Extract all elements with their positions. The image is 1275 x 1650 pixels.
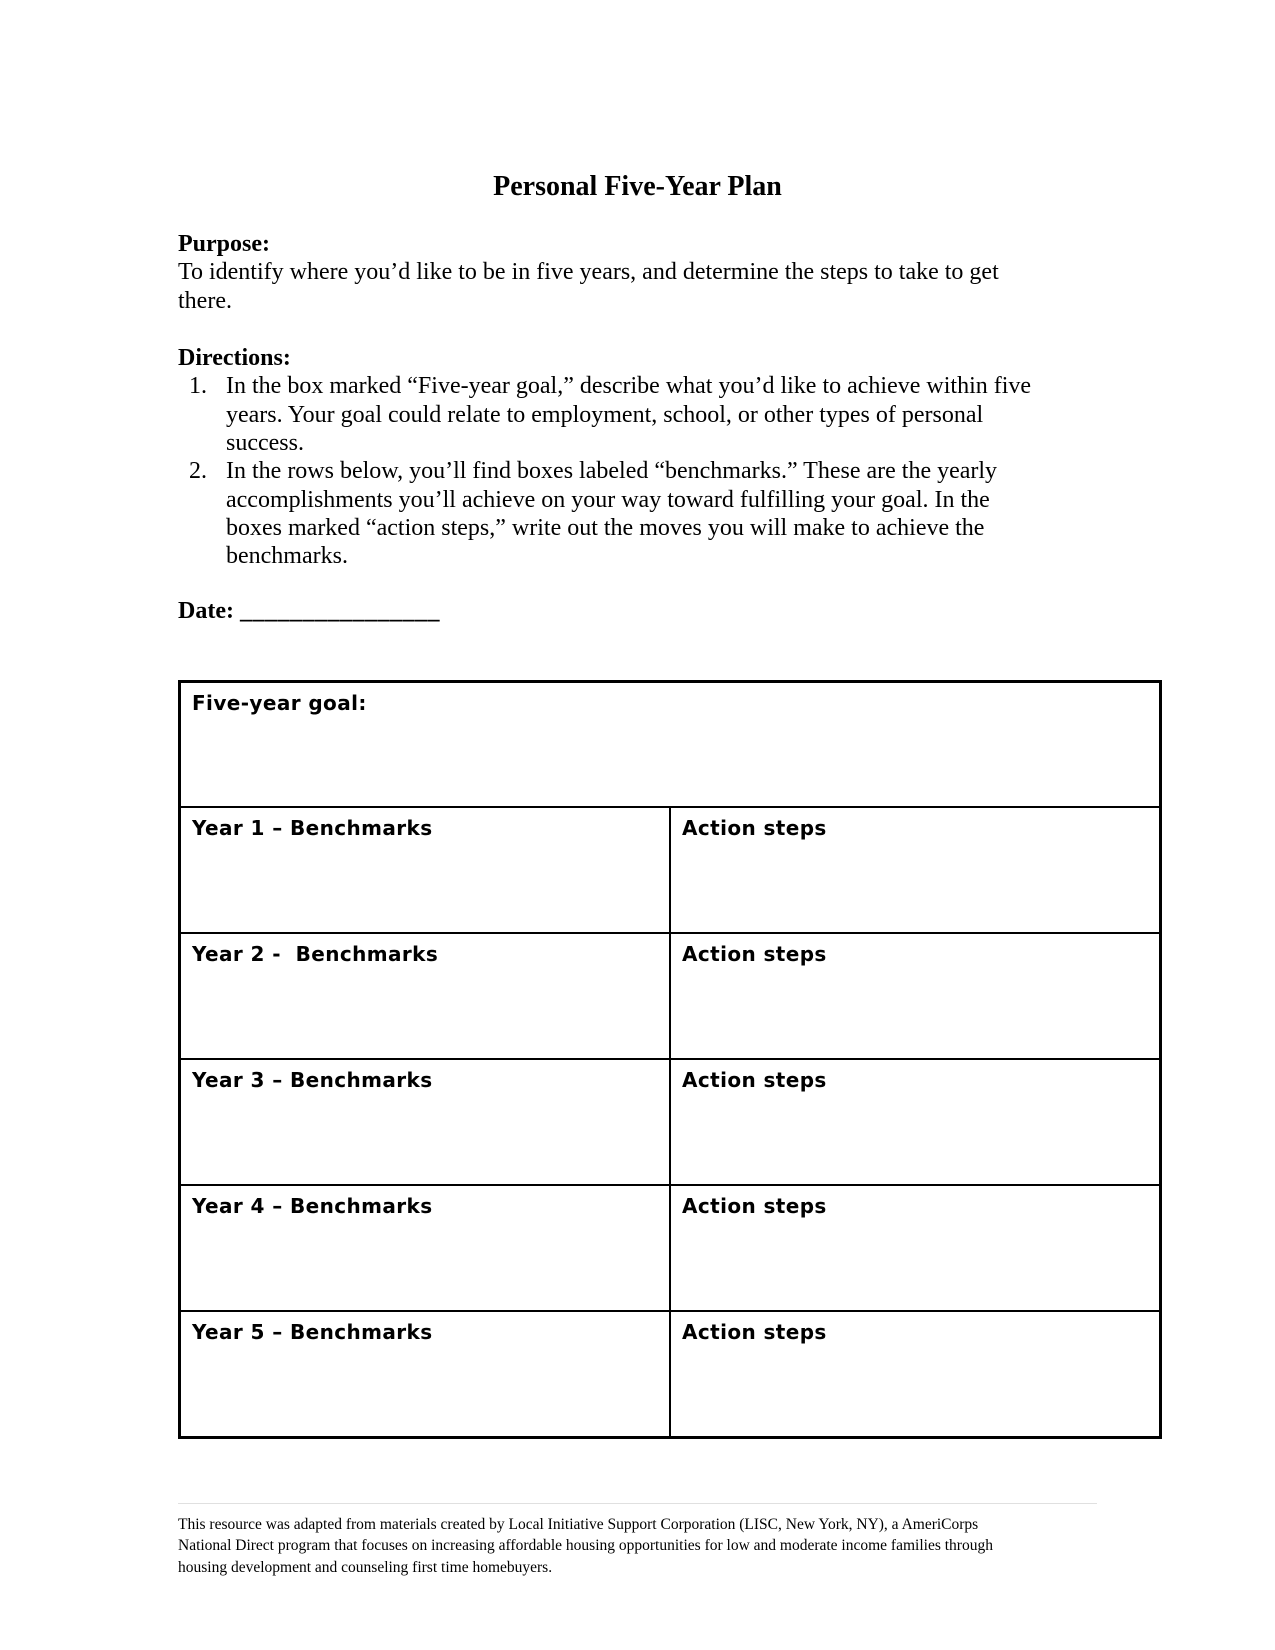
date-label: Date:	[178, 598, 234, 625]
page-title: Personal Five-Year Plan	[493, 171, 782, 202]
year-4-action-steps-cell[interactable]	[670, 1185, 1161, 1311]
year-2-benchmarks-cell[interactable]	[180, 933, 671, 1059]
year-5-action-steps-label: Action steps	[682, 1320, 827, 1345]
directions-list	[178, 372, 1097, 570]
goal-row	[180, 681, 1161, 807]
attribution-footer: This resource was adapted from materials created by Local Initiative Support Corporation (LISC, New York, NY), a AmeriCorps National Direct program that focuses on increasing affordable housing opportunities for low and moderate income families through housing development and counseling first time homebuyers.	[178, 1516, 993, 1576]
year-1-row	[180, 807, 1161, 933]
direction-text: In the box marked “Five-year goal,” describe what you’d like to achieve within five years. Your goal could relate to employment, school, or other types of personal success.	[226, 373, 1032, 456]
purpose-heading: Purpose:	[178, 231, 270, 258]
year-3-benchmarks-cell[interactable]	[180, 1059, 671, 1185]
list-number: 2.	[189, 458, 207, 485]
direction-text: In the rows below, you’ll find boxes labeled “benchmarks.” These are the yearly accomplishments you’ll achieve on your way toward fulfilling your goal. In the boxes marked “action steps,” write out the moves you will make to achieve the benchmarks.	[226, 458, 998, 570]
document-content	[178, 0, 1097, 1439]
date-blank-field[interactable]: ________________	[239, 598, 440, 625]
year-1-action-steps-label: Action steps	[682, 816, 827, 841]
direction-item-1	[178, 372, 1097, 457]
footer-divider	[178, 1503, 1097, 1504]
year-5-benchmarks-label: Year 5 – Benchmarks	[192, 1320, 433, 1345]
direction-item-2	[178, 457, 1097, 570]
five-year-goal-cell[interactable]	[180, 681, 1161, 807]
five-year-goal-label: Five-year goal:	[192, 690, 367, 715]
year-3-action-steps-cell[interactable]	[670, 1059, 1161, 1185]
year-5-row	[180, 1311, 1161, 1437]
date-line	[178, 597, 1097, 625]
year-2-action-steps-cell[interactable]	[670, 933, 1161, 1059]
year-5-action-steps-cell[interactable]	[670, 1311, 1161, 1437]
year-2-row	[180, 933, 1161, 1059]
year-1-benchmarks-cell[interactable]	[180, 807, 671, 933]
year-5-benchmarks-cell[interactable]	[180, 1311, 671, 1437]
year-3-row	[180, 1059, 1161, 1185]
purpose-text: To identify where you’d like to be in five years, and determine the steps to take to get there.	[178, 259, 999, 314]
year-1-action-steps-cell[interactable]	[670, 807, 1161, 933]
year-1-benchmarks-label: Year 1 – Benchmarks	[192, 816, 433, 841]
directions-heading: Directions:	[178, 344, 291, 371]
year-4-benchmarks-label: Year 4 – Benchmarks	[192, 1194, 433, 1219]
year-2-action-steps-label: Action steps	[682, 942, 827, 967]
year-4-row	[180, 1185, 1161, 1311]
year-3-action-steps-label: Action steps	[682, 1068, 827, 1093]
year-2-benchmarks-label: Year 2 - Benchmarks	[192, 942, 439, 967]
year-4-action-steps-label: Action steps	[682, 1194, 827, 1219]
year-3-benchmarks-label: Year 3 – Benchmarks	[192, 1068, 433, 1093]
year-4-benchmarks-cell[interactable]	[180, 1185, 671, 1311]
five-year-plan-table	[178, 680, 1162, 1439]
list-number: 1.	[189, 373, 207, 400]
